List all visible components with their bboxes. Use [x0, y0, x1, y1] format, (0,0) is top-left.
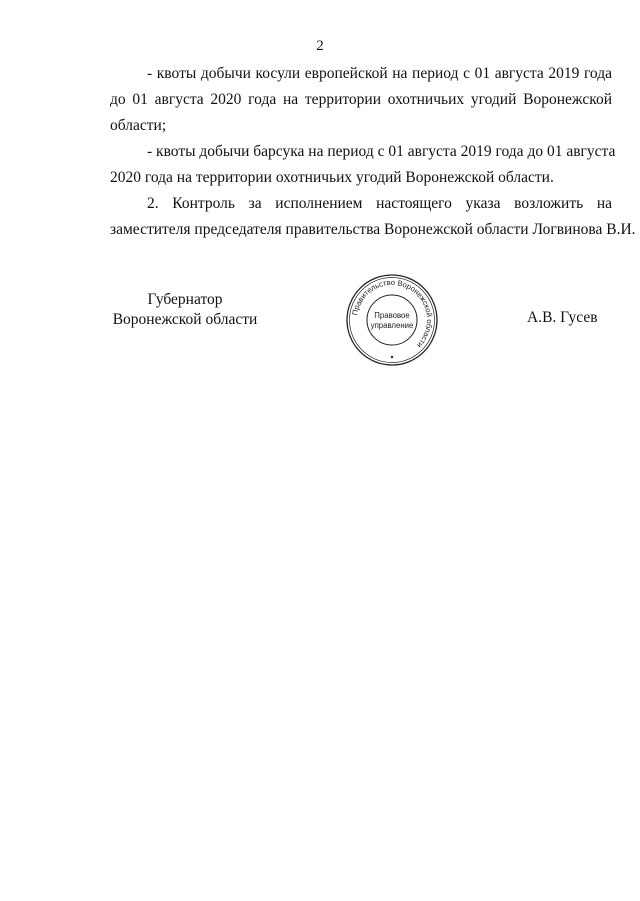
signatory-name: А.В. Гусев [527, 309, 598, 326]
signatory-title-line: Воронежской области [112, 311, 258, 328]
paragraph-line: 2. Контроль за исполнением настоящего указа возложить на [147, 195, 612, 212]
stamp-ring-text: Правительство Воронежской области [350, 277, 435, 350]
control-clause-paragraph [110, 191, 636, 243]
legal-department-stamp [344, 272, 440, 368]
paragraph-line: - квоты добычи барсука на период с 01 августа 2019 года до 01 августа [147, 143, 616, 160]
paragraph-line: до 01 августа 2020 года на территории охотничьих угодий Воронежской [110, 91, 612, 108]
stamp-center-line: Правовое [374, 311, 410, 320]
paragraph-line: - квоты добычи косули европейской на период с 01 августа 2019 года [147, 65, 612, 82]
quota-badger-paragraph [110, 139, 616, 191]
signatory-title [110, 290, 260, 330]
signatory-title-line: Губернатор [147, 291, 223, 308]
quota-roe-deer-paragraph [110, 61, 612, 139]
paragraph-line: области; [110, 117, 167, 134]
stamp-center-line: управление [370, 321, 414, 330]
page-number: 2 [316, 38, 324, 54]
paragraph-line: 2020 года на территории охотничьих угодий Воронежской области. [110, 169, 554, 186]
stamp-star-icon [391, 356, 393, 358]
paragraph-line: заместителя председателя правительства Воронежской области Логвинова В.И. [110, 221, 636, 238]
